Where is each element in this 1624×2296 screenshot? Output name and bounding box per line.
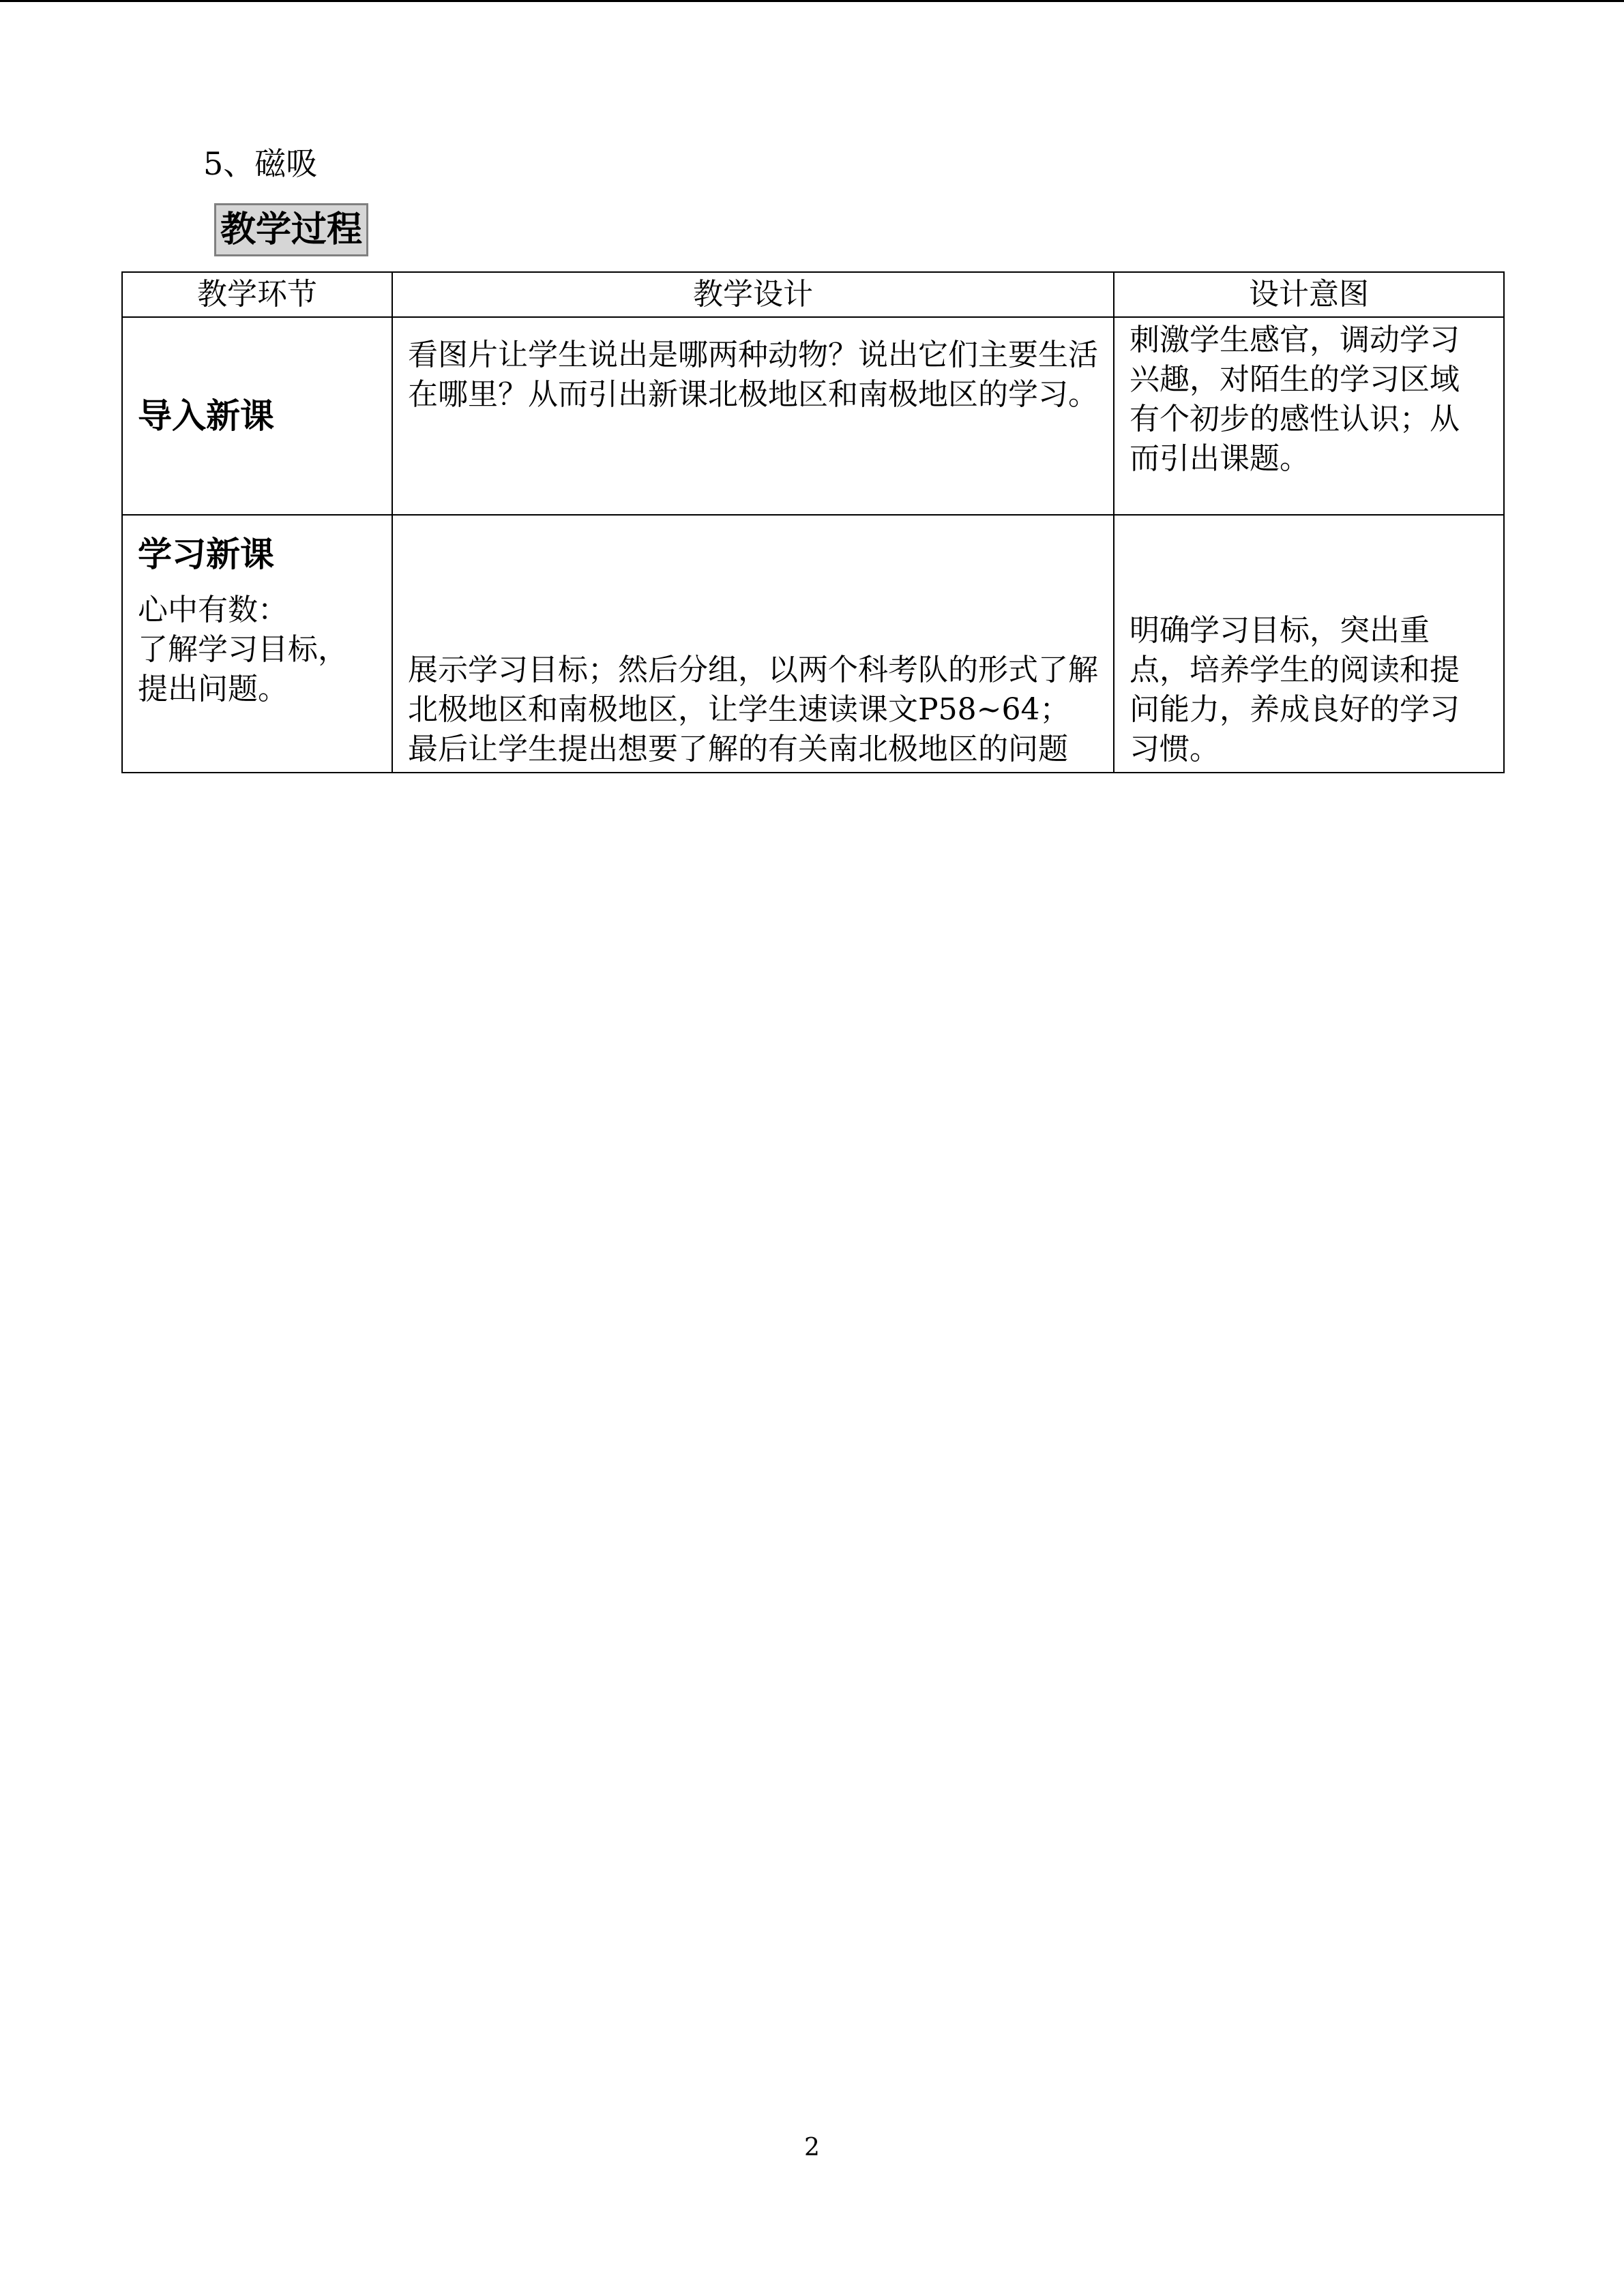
- header-design: 教学设计: [392, 272, 1114, 317]
- lesson-plan-table: [121, 271, 1505, 773]
- table-row: [122, 317, 1504, 515]
- design-cell: 看图片让学生说出是哪两种动物？说出它们主要生活在哪里？从而引出新课北极地区和南极地区的学习。: [392, 317, 1114, 515]
- stage-title: 学习新课: [138, 535, 274, 574]
- stage-note-line: 了解学习目标，: [138, 632, 348, 667]
- list-item-text: 5、磁吸: [203, 145, 318, 182]
- stage-cell: [122, 317, 392, 515]
- stage-note-line: 心中有数：: [138, 593, 288, 627]
- stage-note-line: 提出问题。: [138, 672, 288, 706]
- intent-cell: 明确学习目标，突出重点，培养学生的阅读和提问能力，养成良好的学习习惯。: [1114, 515, 1504, 773]
- page-top-border: [0, 0, 1624, 2]
- stage-title: 导入新课: [138, 396, 274, 436]
- intent-cell: 刺激学生感官，调动学习兴趣，对陌生的学习区域有个初步的感性认识；从而引出课题。: [1114, 317, 1504, 515]
- header-intent: 设计意图: [1114, 272, 1504, 317]
- design-cell: 展示学习目标；然后分组，以两个科考队的形式了解北极地区和南极地区，让学生速读课文P58~64；最后让学生提出想要了解的有关南北极地区的问题: [392, 515, 1114, 773]
- page-number: 2: [804, 2134, 820, 2162]
- header-stage: 教学环节: [122, 272, 392, 317]
- table-header-row: [122, 272, 1504, 317]
- table-row: [122, 515, 1504, 773]
- section-heading: 教学过程: [214, 203, 368, 256]
- stage-cell: [122, 515, 392, 773]
